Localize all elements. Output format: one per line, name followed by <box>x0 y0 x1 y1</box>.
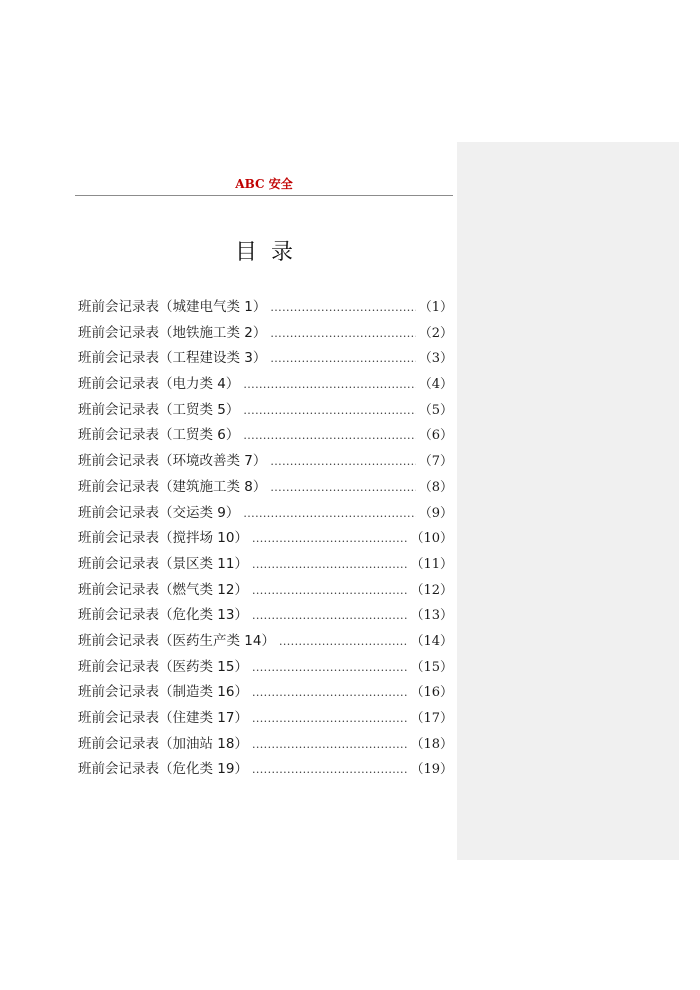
toc-page-number: （8） <box>418 479 453 495</box>
toc-entry-title: 班前会记录表（电力类 4） <box>78 376 240 393</box>
toc-page-number: （16） <box>410 685 453 701</box>
toc-entry-title: 班前会记录表（搅拌场 10） <box>78 530 248 547</box>
toc-dot-leader <box>252 708 407 730</box>
toc-entry-title: 班前会记录表（燃气类 12） <box>78 581 248 598</box>
toc-page-number: （5） <box>418 402 453 418</box>
toc-entry-title: 班前会记录表（环境改善类 7） <box>78 453 267 470</box>
toc-entry-title: 班前会记录表（工贸类 6） <box>78 427 240 444</box>
toc-dot-leader <box>252 657 407 679</box>
toc-page-number: （3） <box>418 351 453 367</box>
toc-dot-leader <box>252 759 407 781</box>
toc-dot-leader <box>279 631 407 653</box>
toc-dot-leader <box>243 374 415 396</box>
toc-entry-title: 班前会记录表（危化类 19） <box>78 761 248 778</box>
toc-entry-title: 班前会记录表（地铁施工类 2） <box>78 324 267 341</box>
toc-dot-leader <box>252 528 407 550</box>
toc-entry-title: 班前会记录表（工程建设类 3） <box>78 350 267 367</box>
toc-entry[interactable] <box>78 579 453 605</box>
toc-entry[interactable] <box>78 450 453 476</box>
toc-dot-leader <box>252 734 407 756</box>
toc-dot-leader <box>252 605 407 627</box>
toc-entry-title: 班前会记录表（建筑施工类 8） <box>78 478 267 495</box>
toc-entry[interactable] <box>78 373 453 399</box>
toc-entry[interactable] <box>78 527 453 553</box>
toc-dot-leader <box>243 503 415 525</box>
toc-page-number: （7） <box>418 454 453 470</box>
toc-page-number: （17） <box>410 711 453 726</box>
toc-entry-title: 班前会记录表（加油站 18） <box>78 735 248 752</box>
comment-pane <box>457 142 679 860</box>
toc-entry[interactable] <box>78 604 453 630</box>
toc-page-number: （11） <box>410 556 453 572</box>
toc-entry[interactable] <box>78 322 453 348</box>
header-text <box>75 176 453 192</box>
toc-page-number: （4） <box>418 377 453 393</box>
toc-entry[interactable] <box>78 296 453 322</box>
toc-entry[interactable] <box>78 502 453 528</box>
toc-dot-leader <box>252 554 407 576</box>
toc-page-number: （13） <box>410 608 453 624</box>
toc-page-number: （19） <box>410 762 453 778</box>
toc-page-number: （1） <box>418 300 453 315</box>
toc-dot-leader <box>270 323 415 345</box>
toc-entry[interactable] <box>78 553 453 579</box>
toc-entry-title: 班前会记录表（危化类 13） <box>78 607 248 624</box>
header-label: 安全 <box>268 177 293 191</box>
toc-page-number: （6） <box>418 428 453 444</box>
toc-entry[interactable] <box>78 347 453 373</box>
toc-page-number: （2） <box>418 325 453 341</box>
header-brand: ABC <box>235 177 265 191</box>
toc-dot-leader <box>243 400 415 422</box>
toc-entry[interactable] <box>78 424 453 450</box>
toc-entry[interactable] <box>78 733 453 759</box>
toc-entry-title: 班前会记录表（医药生产类 14） <box>78 632 275 649</box>
toc-page-number: （12） <box>410 582 453 598</box>
toc-list <box>78 296 453 784</box>
toc-entry-title: 班前会记录表（医药类 15） <box>78 658 248 675</box>
toc-entry[interactable] <box>78 476 453 502</box>
toc-entry-title: 班前会记录表（住建类 17） <box>78 710 248 726</box>
toc-entry-title: 班前会记录表（工贸类 5） <box>78 401 240 418</box>
toc-entry[interactable] <box>78 681 453 707</box>
toc-dot-leader <box>270 451 415 473</box>
toc-entry-title: 班前会记录表（城建电气类 1） <box>78 299 267 315</box>
toc-entry-title: 班前会记录表（制造类 16） <box>78 684 248 701</box>
toc-dot-leader <box>243 425 415 447</box>
toc-page-number: （14） <box>410 633 453 649</box>
toc-entry[interactable] <box>78 656 453 682</box>
toc-entry[interactable] <box>78 630 453 656</box>
toc-entry-title: 班前会记录表（景区类 11） <box>78 555 248 572</box>
toc-title: 目录 <box>234 240 307 265</box>
toc-page-number: （15） <box>410 659 453 675</box>
toc-entry[interactable] <box>78 758 453 784</box>
toc-page-number: （10） <box>410 531 453 547</box>
toc-entry[interactable] <box>78 399 453 425</box>
toc-entry[interactable] <box>78 707 453 733</box>
toc-dot-leader <box>252 682 407 704</box>
toc-dot-leader <box>270 477 415 499</box>
toc-page-number: （9） <box>418 505 453 521</box>
toc-dot-leader <box>252 580 407 602</box>
toc-entry-title: 班前会记录表（交运类 9） <box>78 504 240 521</box>
toc-dot-leader <box>270 297 415 319</box>
page-header <box>75 176 453 196</box>
toc-dot-leader <box>270 348 415 370</box>
toc-page-number: （18） <box>410 736 453 752</box>
